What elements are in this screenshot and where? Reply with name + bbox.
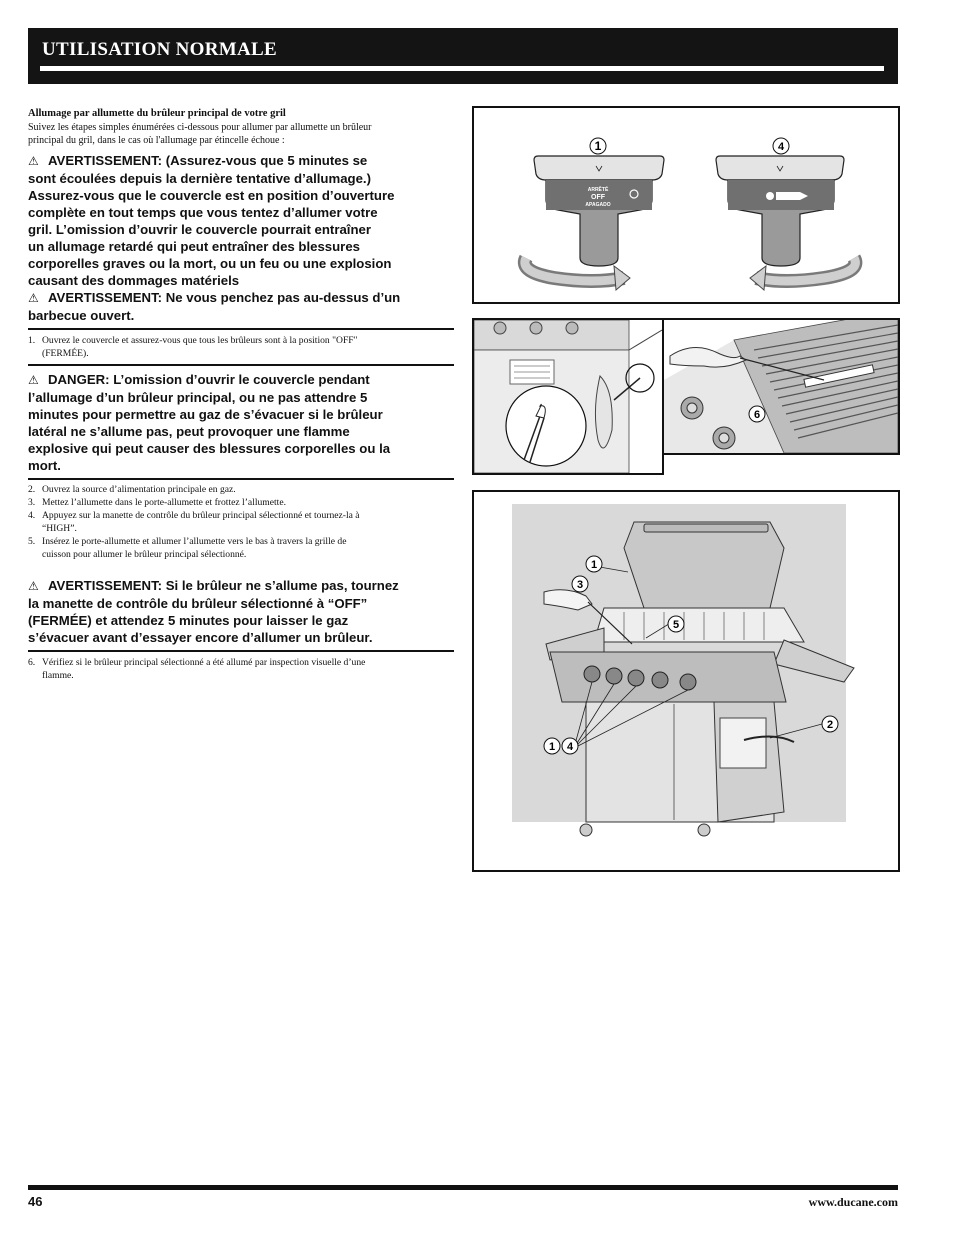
- svg-text:2: 2: [826, 719, 834, 731]
- svg-text:1: 1: [548, 741, 556, 753]
- grill-illustration: [474, 492, 898, 870]
- knob-high: [716, 156, 844, 266]
- callout-1: [590, 138, 606, 154]
- svg-text:1: 1: [590, 559, 598, 571]
- callout-2-gas: [822, 716, 838, 732]
- warning-triangle-icon: ⚠: [28, 154, 39, 168]
- step-item-cont: (FERMÉE).: [42, 348, 89, 359]
- knob-illustration: [474, 108, 898, 302]
- step-item-cont: “HIGH”.: [42, 523, 77, 534]
- figure-grill-overview: [472, 490, 900, 872]
- figure-match-holder: [472, 318, 664, 475]
- knob-off: [534, 156, 664, 266]
- svg-text:OFF: OFF: [591, 194, 605, 201]
- intro-text: [28, 121, 454, 147]
- warning-lean: ⚠ AVERTISSEMENT: Ne vous penchez pas au-dessus d’un barbecue ouvert.: [28, 290, 401, 323]
- svg-text:4: 4: [566, 741, 574, 753]
- intro-line: Suivez les étapes simples énumérées ci-dessous pour allumer par allumette un brûleur: [28, 122, 372, 133]
- steps-group-3: [28, 656, 454, 682]
- callout-6: [749, 406, 765, 422]
- section-title: UTILISATION NORMALE: [42, 39, 277, 60]
- danger-warning: ⚠ DANGER: L’omission d’ouvrir le couvercle pendant l’allumage d’un brûleur principal, ou ne pas attendre 5 minutes pour permettre au gaz de s’évacuer si le brûleur latéral ne s’allume pas, peut provoquer une flamme explosive qui peut causer des blessures corporelles ou la mort.: [28, 372, 391, 473]
- step-item: 1. Ouvrez le couvercle et assurez-vous que tous les brûleurs sont à la position "OFF": [28, 335, 358, 346]
- callout-3-match: [572, 576, 588, 592]
- callout-1-knobs: [544, 738, 560, 754]
- warning-no-ignite: ⚠ AVERTISSEMENT: Si le brûleur ne s’allume pas, tournez la manette de contrôle du brûleur sélectionné à “OFF” (FERMÉE) et attendez 5 minutes pour laisser le gaz s’évacuer avant d’essayer encore d’allumer un brûleur.: [28, 578, 399, 645]
- svg-text:APAGADO: APAGADO: [585, 202, 611, 208]
- footer-rule: [28, 1185, 898, 1190]
- callout-5-grate: [668, 616, 684, 632]
- website-url: www.ducane.com: [808, 1195, 898, 1209]
- warning-triangle-icon: ⚠: [28, 373, 39, 387]
- svg-text:4: 4: [777, 141, 785, 153]
- match-holder-illustration: [474, 320, 662, 473]
- page-number: 46: [28, 1194, 43, 1209]
- step-item: 5. Insérez le porte-allumette et allumer l’allumette vers le bas à travers la grille de: [28, 536, 347, 547]
- step-item: 2. Ouvrez la source d’alimentation principale en gaz.: [28, 484, 236, 495]
- section-header: [28, 28, 898, 84]
- warning-lid-open: ⚠ AVERTISSEMENT: (Assurez-vous que 5 minutes se sont écoulées depuis la dernière tentative d’allumage.) Assurez-vous que le couvercle est en position d’ouverture complète en tout temps que vous tentez d’allumer votre gril. L’omission d’ouvrir le couvercle pourrait entraîner un allumage retardé qui peut entraîner des blessures corporelles graves ou la mort, ou un feu ou une explosion causant des dommages matériels: [28, 153, 395, 288]
- svg-text:1: 1: [594, 139, 602, 153]
- intro-line: principal du gril, dans le cas où l'allumage par étincelle échoue :: [28, 135, 285, 146]
- warning-triangle-icon: ⚠: [28, 291, 39, 305]
- steps-group-2: [28, 483, 454, 561]
- instructions-column: [28, 108, 454, 682]
- step-item: 6. Vérifiez si le brûleur principal sélectionné a été allumé par inspection visuelle d’une: [28, 657, 366, 668]
- callout-4: [773, 138, 789, 154]
- svg-text:6: 6: [753, 409, 761, 421]
- svg-text:ARRÊTÉ: ARRÊTÉ: [587, 187, 609, 193]
- header-rule: [40, 66, 884, 71]
- svg-text:3: 3: [576, 579, 584, 591]
- warning-triangle-icon: ⚠: [28, 579, 39, 593]
- step-item: 4. Appuyez sur la manette de contrôle du brûleur principal sélectionné et tournez-la à: [28, 510, 360, 521]
- burner-lighting-illustration: [664, 320, 898, 453]
- callout-4-knobs: [562, 738, 578, 754]
- step-item: 3. Mettez l’allumette dans le porte-allumette et frottez l’allumette.: [28, 497, 287, 508]
- callout-1-lid: [586, 556, 602, 572]
- steps-group-1: [28, 334, 454, 360]
- step-item-cont: flamme.: [42, 670, 74, 681]
- svg-text:5: 5: [672, 619, 680, 631]
- figure-lighting-burner: [662, 318, 900, 455]
- subsection-title: Allumage par allumette du brûleur principal de votre gril: [28, 108, 286, 119]
- figure-knob-rotation: [472, 106, 900, 304]
- step-item-cont: cuisson pour allumer le brûleur principal sélectionné.: [42, 549, 247, 560]
